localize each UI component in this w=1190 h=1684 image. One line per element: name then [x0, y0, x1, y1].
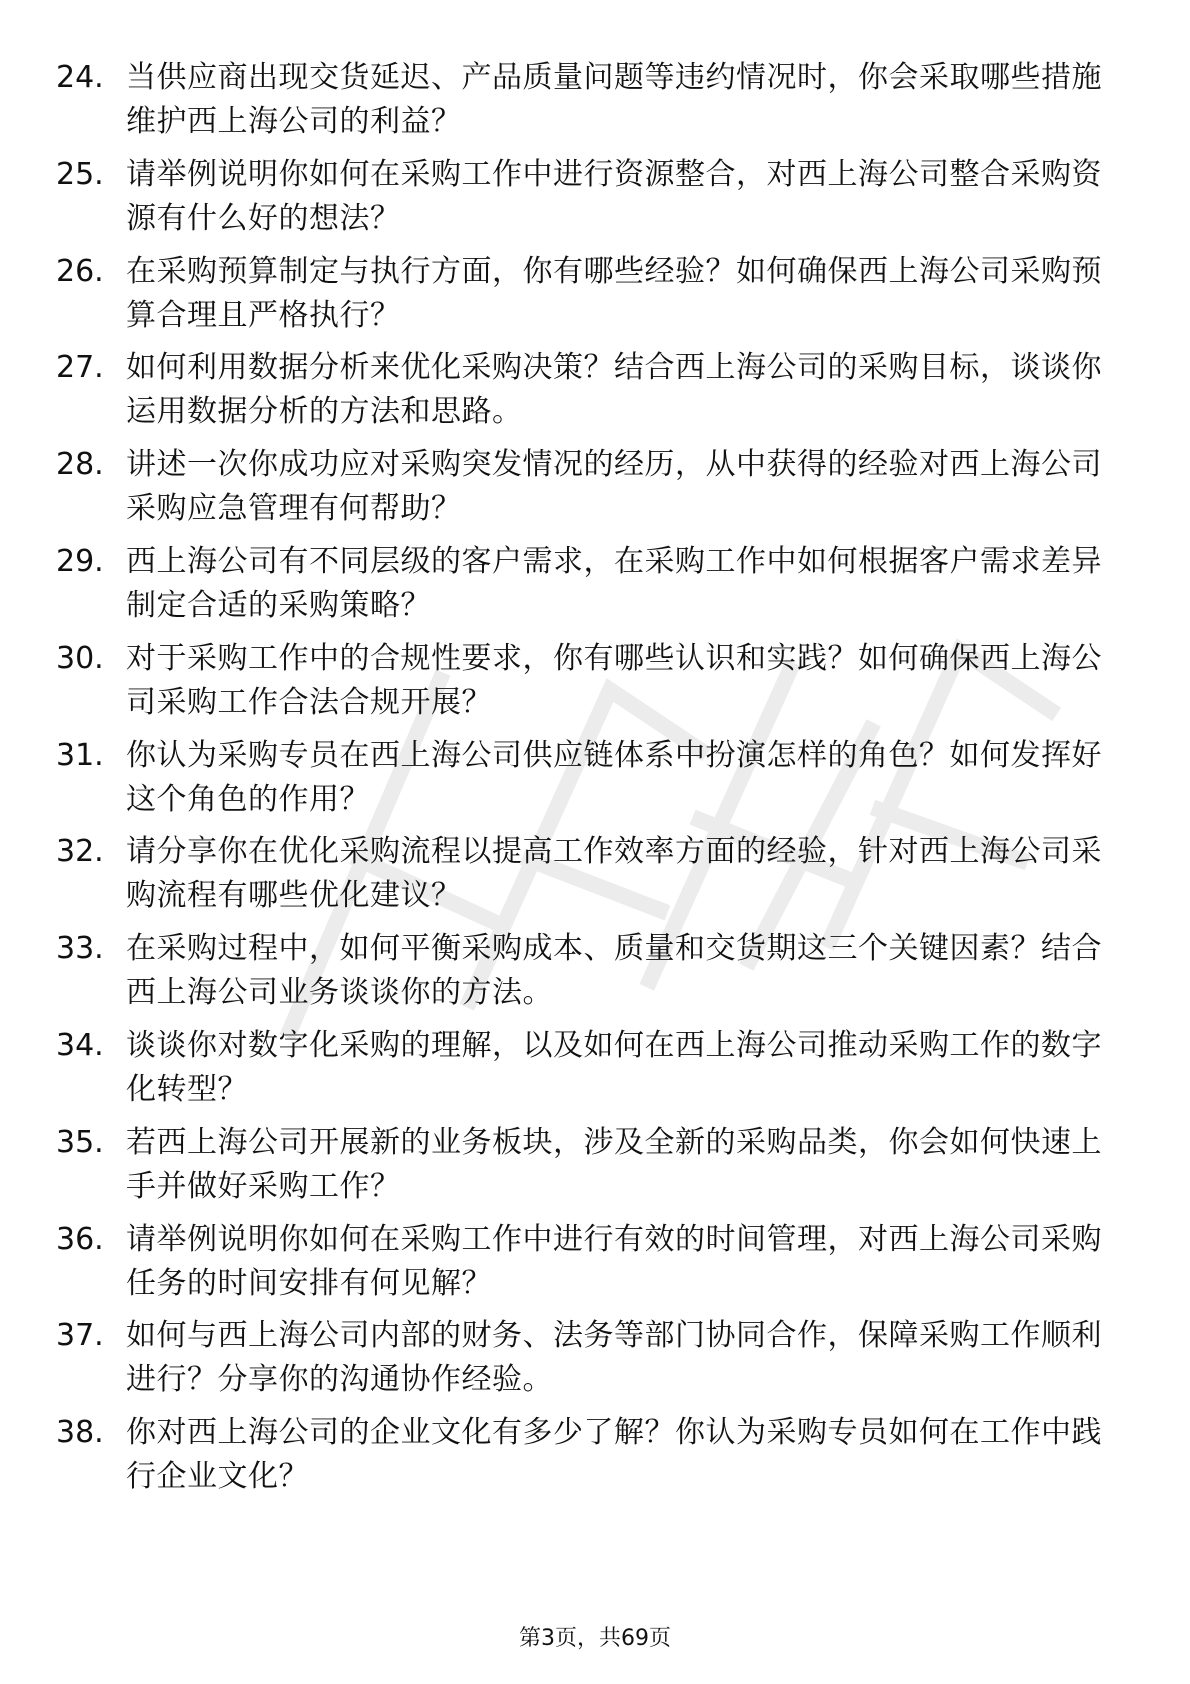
question-list [56, 56, 1136, 1508]
question-number: 33. [56, 931, 104, 967]
question-text: 如何与西上海公司内部的财务、法务等部门协同合作，保障采购工作顺利进行？分享你的沟通协作经验。 [126, 1318, 1102, 1398]
question-number: 30. [56, 640, 104, 676]
question-number: 38. [56, 1415, 104, 1451]
question-item [56, 540, 1136, 637]
question-item [56, 1024, 1136, 1121]
question-text: 对于采购工作中的合规性要求，你有哪些认识和实践？如何确保西上海公司采购工作合法合规开展？ [126, 640, 1102, 720]
question-item [56, 346, 1136, 443]
question-text: 谈谈你对数字化采购的理解，以及如何在西上海公司推动采购工作的数字化转型？ [126, 1027, 1102, 1107]
question-text: 如何利用数据分析来优化采购决策？结合西上海公司的采购目标，谈谈你运用数据分析的方法和思路。 [126, 350, 1102, 430]
question-text: 请举例说明你如何在采购工作中进行有效的时间管理，对西上海公司采购任务的时间安排有何见解？ [126, 1221, 1102, 1301]
question-text: 讲述一次你成功应对采购突发情况的经历，从中获得的经验对西上海公司采购应急管理有何帮助？ [126, 447, 1102, 527]
question-text: 当供应商出现交货延迟、产品质量问题等违约情况时，你会采取哪些措施维护西上海公司的利益？ [126, 60, 1102, 139]
question-text: 若西上海公司开展新的业务板块，涉及全新的采购品类，你会如何快速上手并做好采购工作？ [126, 1124, 1102, 1204]
question-text: 在采购过程中，如何平衡采购成本、质量和交货期这三个关键因素？结合西上海公司业务谈谈你的方法。 [126, 931, 1102, 1011]
question-item [56, 637, 1136, 734]
question-item [56, 1218, 1136, 1315]
question-number: 28. [56, 447, 104, 483]
page-footer: 第3页，共69页 [519, 1626, 671, 1651]
question-item [56, 927, 1136, 1024]
question-item [56, 1314, 1136, 1411]
question-number: 36. [56, 1221, 104, 1257]
question-number: 34. [56, 1027, 104, 1063]
question-text: 在采购预算制定与执行方面，你有哪些经验？如何确保西上海公司采购预算合理且严格执行？ [126, 253, 1102, 333]
question-text: 你对西上海公司的企业文化有多少了解？你认为采购专员如何在工作中践行企业文化？ [126, 1415, 1102, 1495]
question-text: 请举例说明你如何在采购工作中进行资源整合，对西上海公司整合采购资源有什么好的想法？ [126, 156, 1102, 236]
question-item [56, 153, 1136, 250]
question-item [56, 250, 1136, 347]
question-number: 35. [56, 1124, 104, 1160]
question-number: 32. [56, 834, 104, 870]
question-text: 西上海公司有不同层级的客户需求，在采购工作中如何根据客户需求差异制定合适的采购策略？ [126, 543, 1102, 623]
question-item [56, 1411, 1136, 1508]
question-text: 请分享你在优化采购流程以提高工作效率方面的经验，针对西上海公司采购流程有哪些优化建议？ [126, 834, 1102, 914]
question-number: 37. [56, 1318, 104, 1354]
question-text: 你认为采购专员在西上海公司供应链体系中扮演怎样的角色？如何发挥好这个角色的作用？ [126, 737, 1102, 817]
question-number: 31. [56, 737, 104, 773]
question-number: 29. [56, 543, 104, 579]
question-item [56, 443, 1136, 540]
question-item [56, 734, 1136, 831]
question-number: 26. [56, 253, 104, 289]
question-item [56, 1121, 1136, 1218]
question-item [56, 56, 1136, 153]
question-item [56, 830, 1136, 927]
question-number: 25. [56, 156, 104, 192]
question-number: 24. [56, 60, 104, 95]
question-number: 27. [56, 350, 104, 386]
